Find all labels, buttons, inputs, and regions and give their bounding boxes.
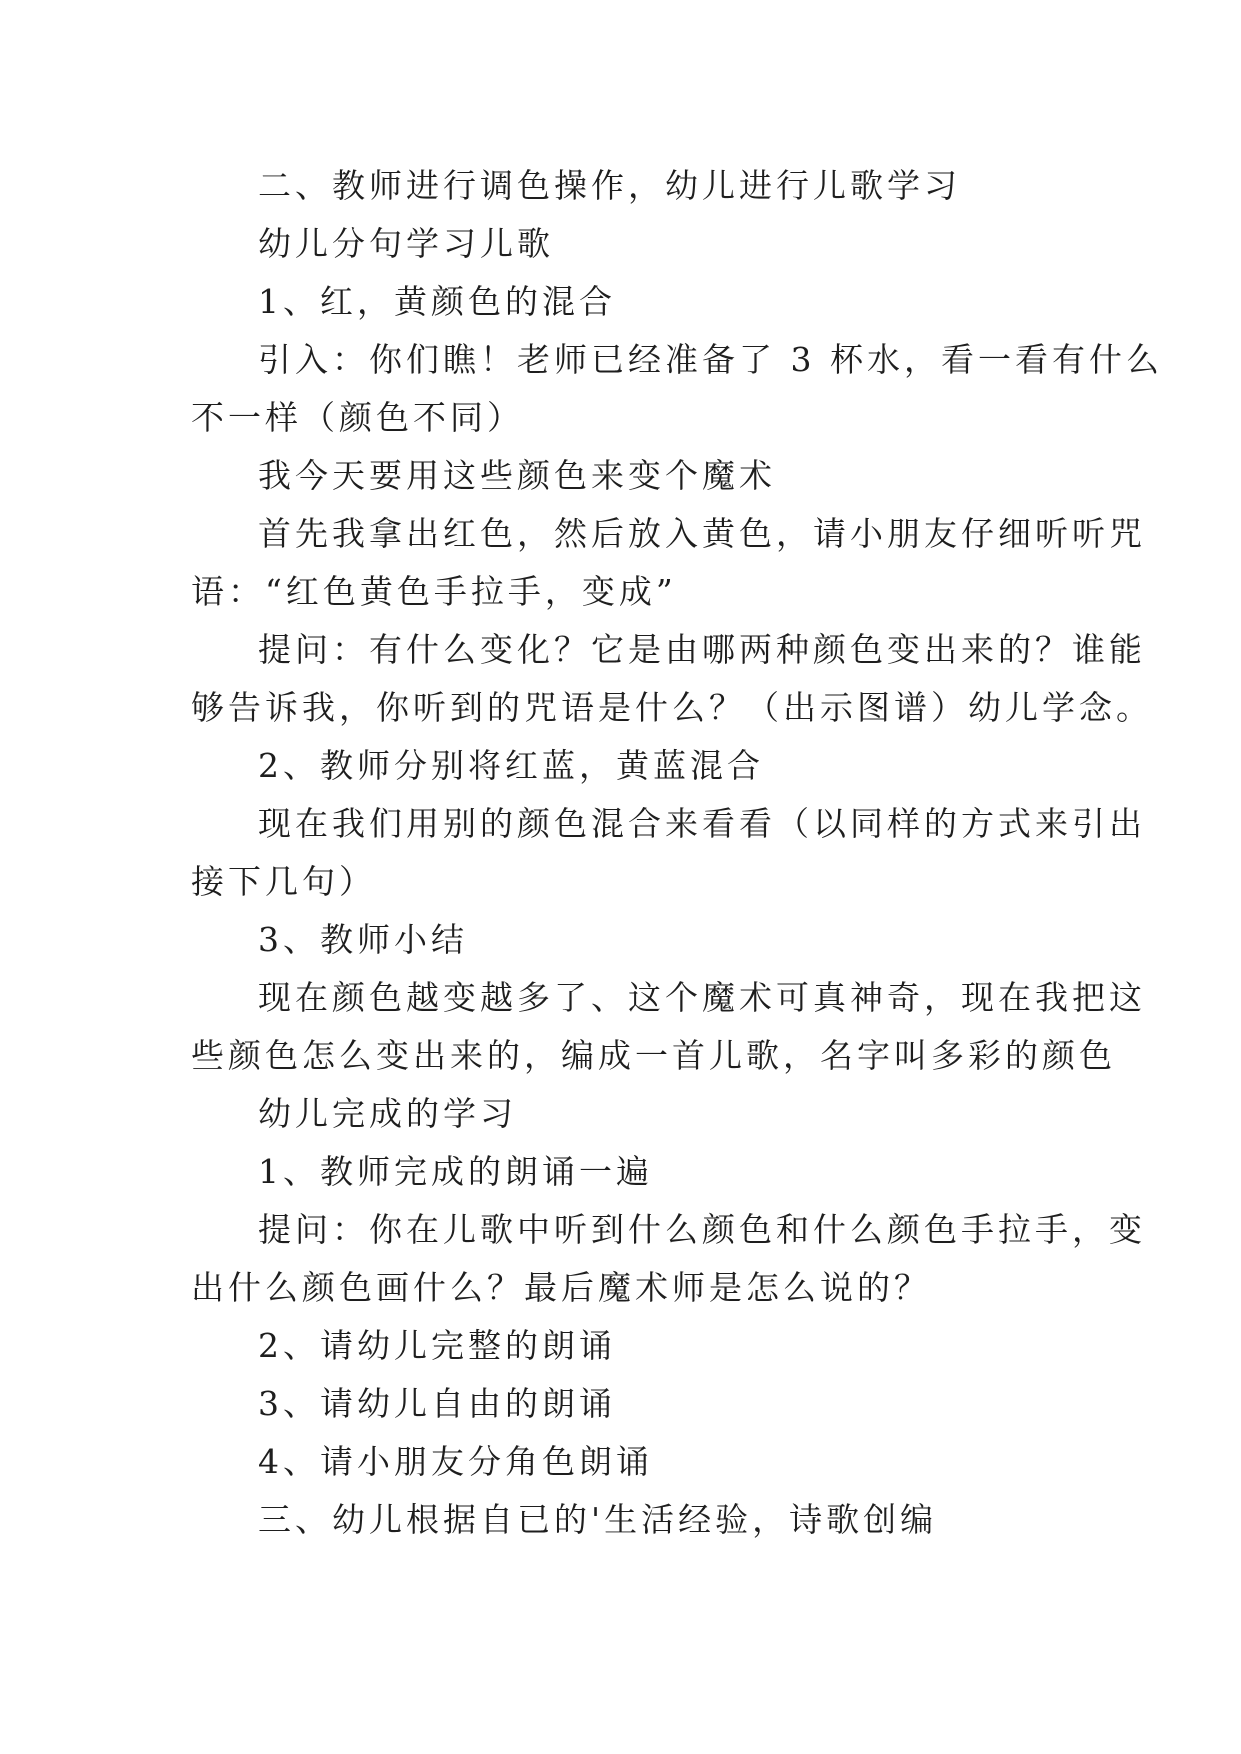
list-item: 1、教师完成的朗诵一遍 [258,1152,653,1191]
paragraph-line: 提问：你在儿歌中听到什么颜色和什么颜色手拉手，变 [258,1210,1146,1249]
paragraph-line: 些颜色怎么变出来的，编成一首儿歌，名字叫多彩的颜色 [191,1036,1116,1075]
section-heading: 二、教师进行调色操作，幼儿进行儿歌学习 [258,166,961,205]
list-item: 1、红，黄颜色的混合 [258,282,616,321]
section-heading: 三、幼儿根据自已的'生活经验，诗歌创编 [258,1500,938,1539]
paragraph-line: 现在我们用别的颜色混合来看看（以同样的方式来引出 [258,804,1146,843]
text-line: 幼儿完成的学习 [258,1094,517,1133]
paragraph-line: 引入：你们瞧！老师已经准备了 3 杯水，看一看有什么 [258,340,1163,379]
list-item: 2、教师分别将红蓝，黄蓝混合 [258,746,764,785]
list-item: 2、请幼儿完整的朗诵 [258,1326,616,1365]
list-item: 4、请小朋友分角色朗诵 [258,1442,653,1481]
list-item: 3、请幼儿自由的朗诵 [258,1384,616,1423]
paragraph-line: 够告诉我，你听到的咒语是什么？（出示图谱）幼儿学念。 [191,688,1153,727]
list-item: 3、教师小结 [258,920,468,959]
paragraph-line: 现在颜色越变越多了、这个魔术可真神奇，现在我把这 [258,978,1146,1017]
paragraph-line: 首先我拿出红色，然后放入黄色，请小朋友仔细听听咒 [258,514,1146,553]
text-line: 幼儿分句学习儿歌 [258,224,554,263]
text-line: 我今天要用这些颜色来变个魔术 [258,456,776,495]
paragraph-line: 不一样（颜色不同） [191,398,524,437]
paragraph-line: 接下几句） [191,862,376,901]
paragraph-line: 语：“红色黄色手拉手，变成” [191,572,677,611]
paragraph-line: 出什么颜色画什么？最后魔术师是怎么说的？ [191,1268,931,1307]
paragraph-line: 提问：有什么变化？它是由哪两种颜色变出来的？谁能 [258,630,1146,669]
